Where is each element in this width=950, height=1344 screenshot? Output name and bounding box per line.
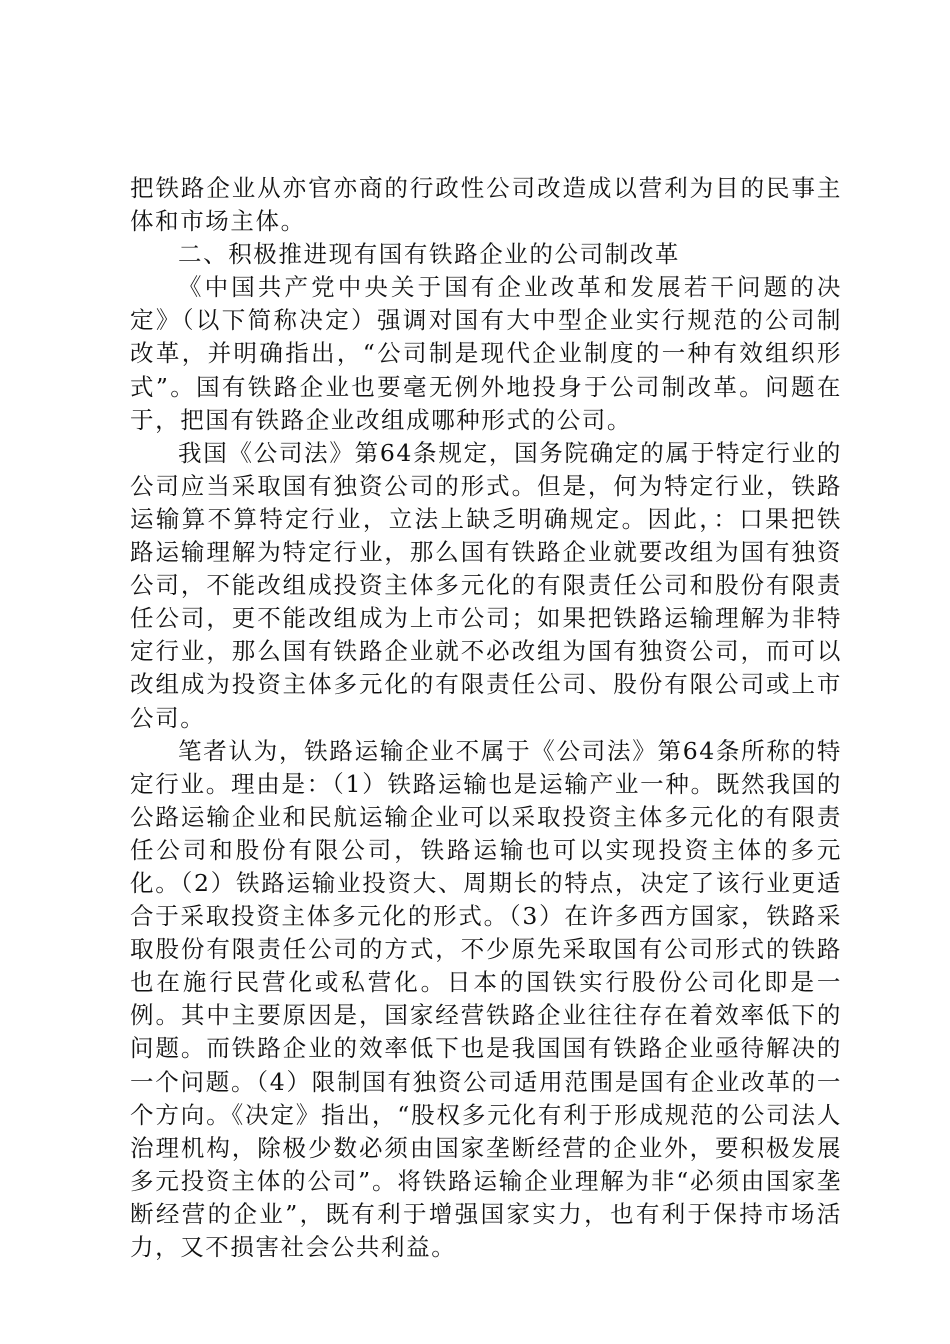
section-heading: 二、积极推进现有国有铁路企业的公司制改革 — [178, 240, 680, 269]
paragraph-decision: 《中国共产党中央关于国有企业改革和发展若干问题的决定》（以下简称决定）强调对国有大中型企业实行规范的公司制改革，并明确指出，“公司制是现代企业制度的一种有效组织形式”。国有铁路企业也要毫无例外地投身于公司制改革。问题在于，把国有铁路企业改组成哪种形式的公司。 — [130, 273, 842, 434]
paragraph-author-view: 笔者认为，铁路运输企业不属于《公司法》第64条所称的特定行业。理由是：（1）铁路运输也是运输产业一种。既然我国的公路运输企业和民航运输企业可以采取投资主体多元化的有限责任公司和股份有限公司，铁路运输也可以实现投资主体的多元化。（2）铁路运输业投资大、周期长的特点，决定了该行业更适合于采取投资主体多元化的形式。（3）在许多西方国家，铁路采取股份有限责任公司的方式，不少原先采取国有公司形式的铁路也在施行民营化或私营化。日本的国铁实行股份公司化即是一例。其中主要原因是，国家经营铁路企业往往存在着效率低下的问题。而铁路企业的效率低下也是我国国有铁路企业亟待解决的一个问题。（4）限制国有独资公司适用范围是国有企业改革的一个方向。《决定》指出，“股权多元化有利于形成规范的公司法人治理机构，除极少数必须由国家垄断经营的企业外，要积极发展多元投资主体的公司”。将铁路运输企业理解为非“必须由国家垄断经营的企业”，既有利于增强国家实力，也有利于保持市场活力，又不损害社会公共利益。 — [130, 736, 842, 1261]
document-body — [130, 172, 842, 1264]
paragraph-continuation: 把铁路企业从亦官亦商的行政性公司改造成以营利为目的民事主体和市场主体。 — [130, 174, 842, 236]
paragraph-company-law: 我国《公司法》第64条规定，国务院确定的属于特定行业的公司应当采取国有独资公司的形式。但是，何为特定行业，铁路运输算不算特定行业，立法上缺乏明确规定。因此，：口果把铁路运输理解为特定行业，那么国有铁路企业就要改组为国有独资公司，不能改组成投资主体多元化的有限责任公司和股份有限责任公司，更不能改组成为上市公司；如果把铁路运输理解为非特定行业，那么国有铁路企业就不必改组为国有独资公司，而可以改组成为投资主体多元化的有限责任公司、股份有限公司或上市公司。 — [130, 438, 842, 732]
